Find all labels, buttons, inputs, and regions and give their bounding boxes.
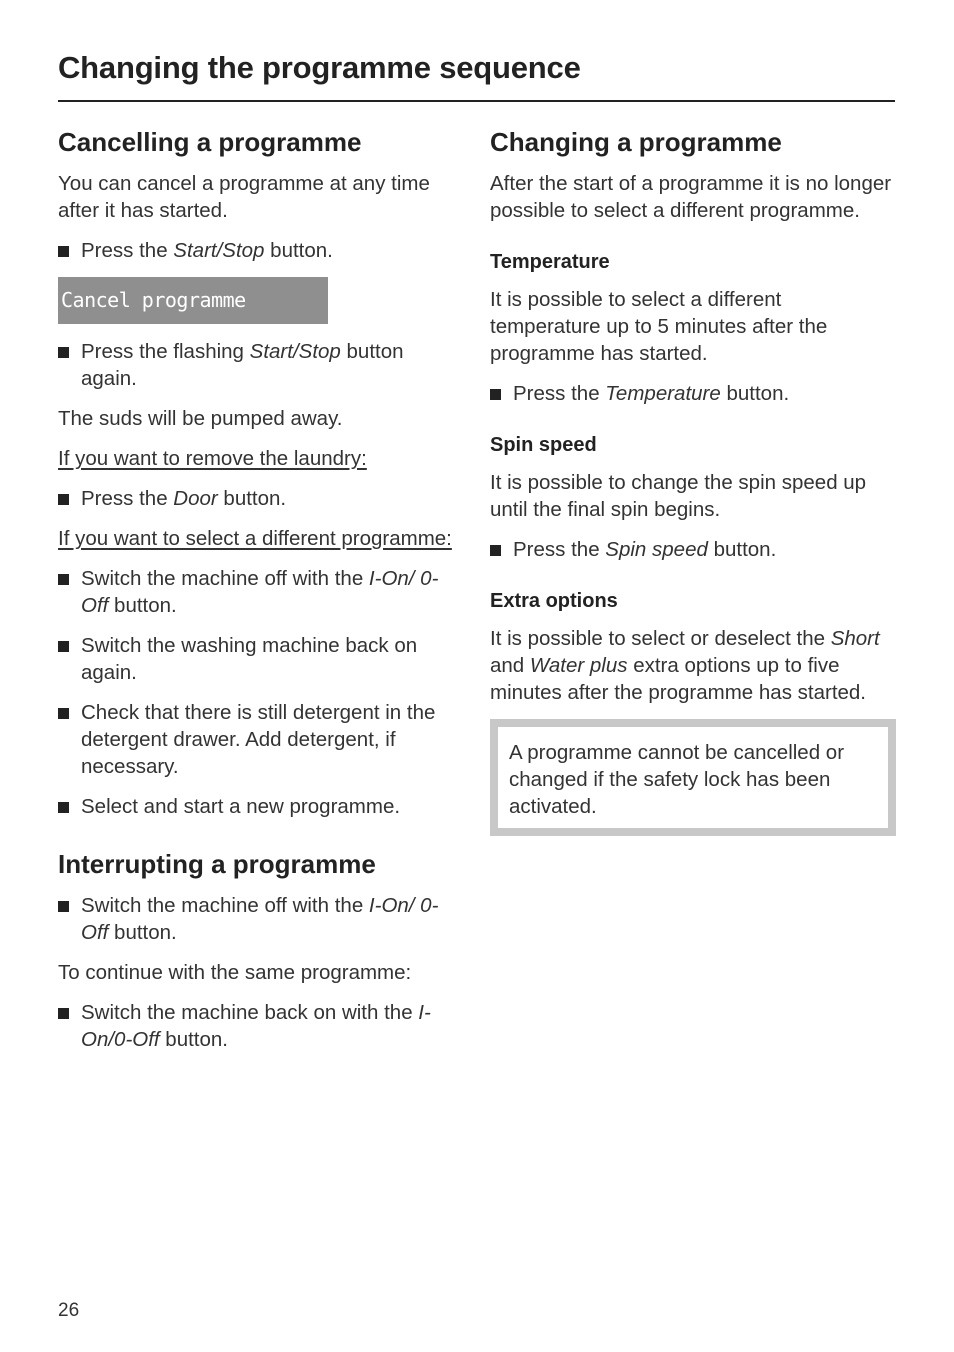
bullet-icon xyxy=(58,494,69,505)
button-name: Temperature xyxy=(605,382,721,405)
changing-intro: After the start of a programme it is no longer possible to select a different programme. xyxy=(490,172,892,222)
title-divider xyxy=(58,100,895,102)
left-column xyxy=(58,126,463,1066)
spin-speed-steps xyxy=(490,536,896,563)
list-item: Press the Temperature button. xyxy=(490,380,896,407)
list-item: Switch the machine off with the I-On/ 0-Off button. xyxy=(58,892,463,946)
extra-options-heading: Extra options xyxy=(490,590,618,612)
bullet-icon xyxy=(58,901,69,912)
button-name: I-On/ 0-Off xyxy=(81,567,439,617)
button-name: Start/Stop xyxy=(173,239,265,262)
cancelling-steps-1 xyxy=(58,237,463,264)
page-number: 26 xyxy=(58,1300,80,1321)
button-name: Spin speed xyxy=(605,538,708,561)
continue-text: To continue with the same programme: xyxy=(58,961,412,984)
list-item: Press the Spin speed button. xyxy=(490,536,896,563)
extra-options-text: It is possible to select or deselect the Short and Water plus extra options up to five minutes after the programme has started. xyxy=(490,627,880,704)
bullet-icon xyxy=(58,574,69,585)
bullet-icon xyxy=(490,389,501,400)
different-programme-steps xyxy=(58,565,463,820)
button-name: I-On/ 0-Off xyxy=(81,894,439,944)
option-name: Short xyxy=(830,627,880,650)
page-title: Changing the programme sequence xyxy=(58,50,581,85)
button-name: I-On/0-Off xyxy=(81,1001,431,1051)
different-programme-heading: If you want to select a different programme: xyxy=(58,527,452,550)
button-name: Start/Stop xyxy=(249,340,341,363)
cancelling-intro: You can cancel a programme at any time after it has started. xyxy=(58,172,430,222)
interrupting-steps-2 xyxy=(58,999,463,1053)
spin-speed-heading: Spin speed xyxy=(490,434,597,456)
list-item: Press the flashing Start/Stop button again. xyxy=(58,338,463,392)
list-item: Select and start a new programme. xyxy=(58,793,463,820)
list-item: Press the Start/Stop button. xyxy=(58,237,463,264)
temperature-text: It is possible to select a different temperature up to 5 minutes after the programme has started. xyxy=(490,288,828,365)
cancelling-steps-2 xyxy=(58,338,463,392)
temperature-heading: Temperature xyxy=(490,251,610,273)
note-text: A programme cannot be cancelled or changed if the safety lock has been activated. xyxy=(509,741,845,818)
changing-heading: Changing a programme xyxy=(490,127,782,157)
list-item: Press the Door button. xyxy=(58,485,463,512)
bullet-icon xyxy=(490,545,501,556)
temperature-steps xyxy=(490,380,896,407)
list-item: Switch the washing machine back on again. xyxy=(58,632,463,686)
remove-laundry-steps xyxy=(58,485,463,512)
interrupting-heading: Interrupting a programme xyxy=(58,849,376,879)
bullet-icon xyxy=(58,1008,69,1019)
display-message: Cancel programme xyxy=(58,277,328,324)
list-item: Check that there is still detergent in the detergent drawer. Add detergent, if necessary. xyxy=(58,699,463,780)
option-name: Water plus xyxy=(529,654,628,677)
bullet-icon xyxy=(58,246,69,257)
right-column xyxy=(490,126,896,836)
spin-speed-text: It is possible to change the spin speed up until the final spin begins. xyxy=(490,471,867,521)
bullet-icon xyxy=(58,347,69,358)
bullet-icon xyxy=(58,802,69,813)
cancelling-heading: Cancelling a programme xyxy=(58,127,362,157)
button-name: Door xyxy=(173,487,218,510)
remove-laundry-heading: If you want to remove the laundry: xyxy=(58,447,367,470)
interrupting-steps-1 xyxy=(58,892,463,946)
suds-text: The suds will be pumped away. xyxy=(58,407,343,430)
list-item: Switch the machine back on with the I-On/0-Off button. xyxy=(58,999,463,1053)
safety-lock-note xyxy=(490,719,896,836)
list-item: Switch the machine off with the I-On/ 0-Off button. xyxy=(58,565,463,619)
bullet-icon xyxy=(58,708,69,719)
bullet-icon xyxy=(58,641,69,652)
